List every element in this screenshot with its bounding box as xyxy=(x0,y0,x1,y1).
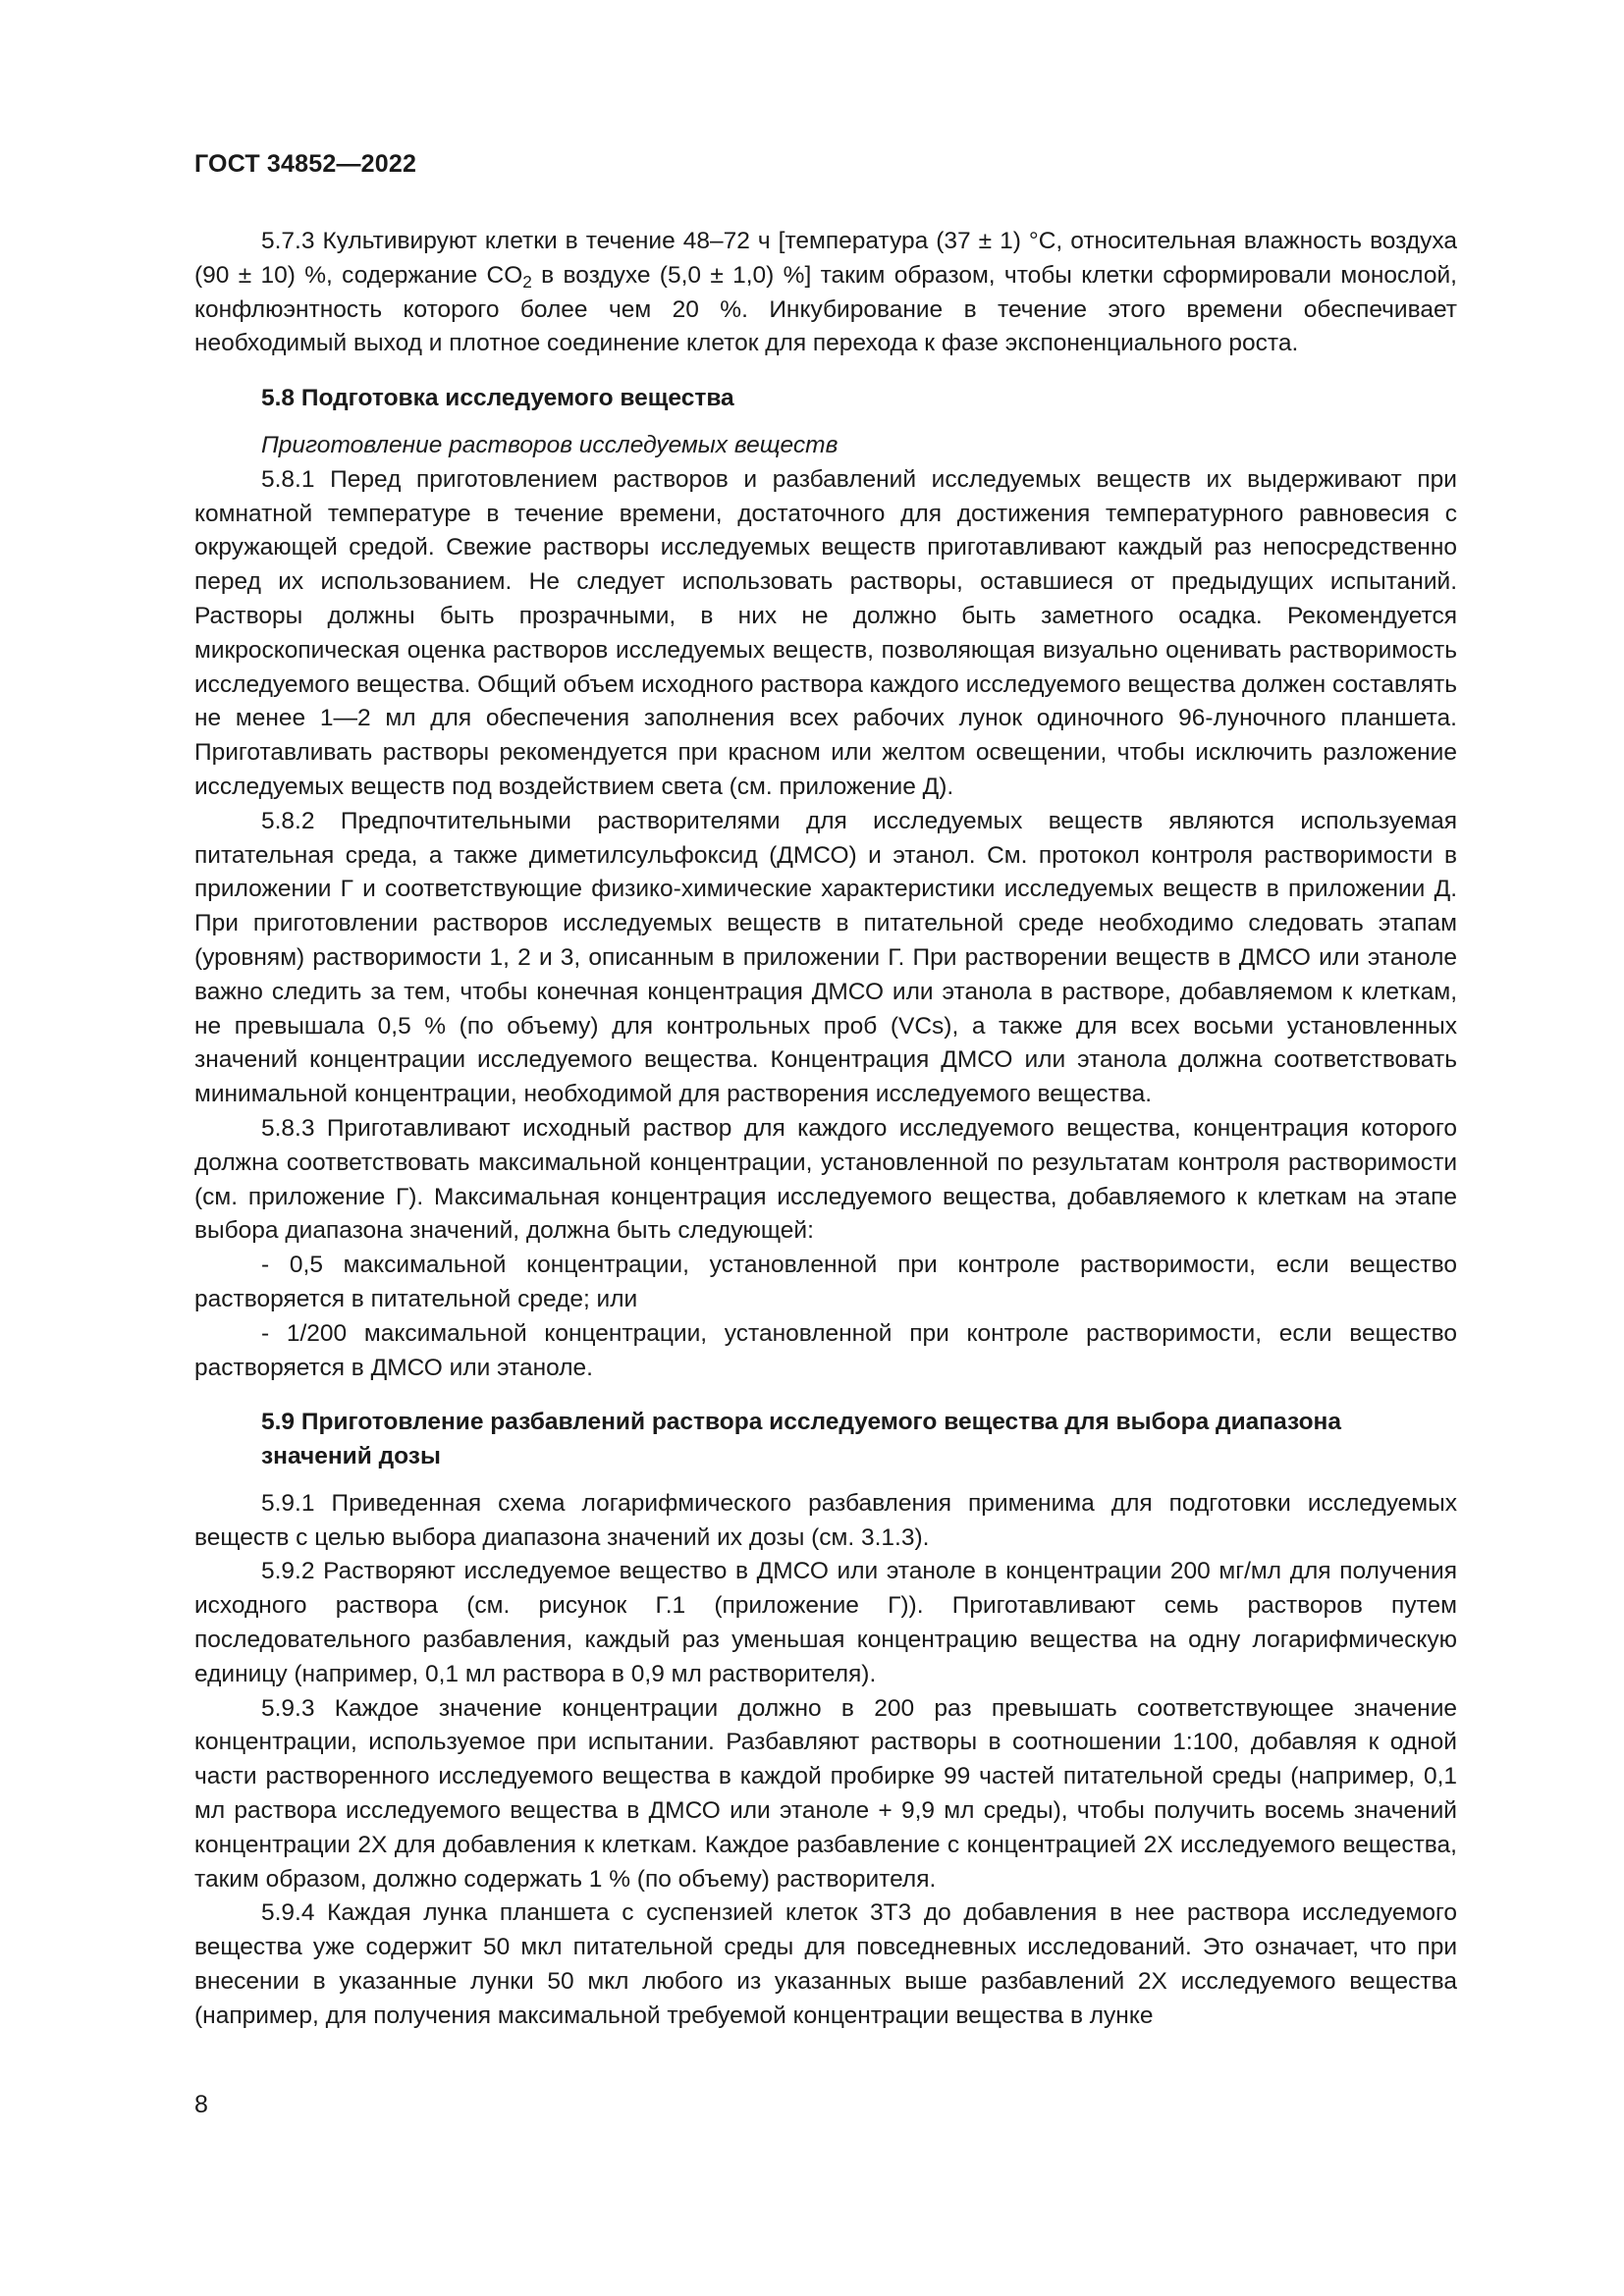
paragraph-5-9-2: 5.9.2 Растворяют исследуемое вещество в ДМСО или этаноле в концентрации 200 мг/мл для получения исходного раствора (см. рисунок Г.1 (приложение Г)). Приготавливают семь растворов путем последовательного разбавления, каждый раз уменьшая концентрацию вещества на одну логарифмическую единицу (например, 0,1 мл раствора в 0,9 мл растворителя). xyxy=(194,1558,1457,1687)
document-header: ГОСТ 34852—2022 xyxy=(194,150,417,178)
document-body xyxy=(194,225,1457,2034)
subheading-solutions: Приготовление растворов исследуемых веществ xyxy=(261,431,839,458)
paragraph-5-8-1: 5.8.1 Перед приготовлением растворов и разбавлений исследуемых веществ их выдерживают при комнатной температуре в течение времени, достаточного для достижения температурного равновесия с окружающей средой. Свежие растворы исследуемых веществ приготавливают каждый раз непосредственно перед их использованием. Не следует использовать растворы, оставшиеся от предыдущих испытаний. Растворы должны быть прозрачными, в них не должно быть заметного осадка. Рекомендуется микроскопическая оценка растворов исследуемых веществ, позволяющая визуально оценивать растворимость исследуемого вещества. Общий объем исходного раствора каждого исследуемого вещества должен составлять не менее 1—2 мл для обеспечения заполнения всех рабочих лунок одиночного 96-луночного планшета. Приготавливать растворы рекомендуется при красном или желтом освещении, чтобы исключить разложение исследуемых веществ под воздействием света (см. приложение Д). xyxy=(194,465,1457,800)
paragraph-5-7-3-part2: в воздухе (5,0 ± 1,0) %] таким образом, чтобы клетки сформировали монослой, конфлюэнтность которого более чем 20 %. Инкубирование в течение этого времени обеспечивает необходимый выход и плотное соединение клеток для перехода к фазе экспоненциального роста. xyxy=(194,261,1457,357)
paragraph-5-7-3 xyxy=(194,225,1457,361)
list-item-1: - 0,5 максимальной концентрации, установленной при контроле растворимости, если вещество растворяется в питательной среде; или xyxy=(194,1252,1457,1312)
subscript-2: 2 xyxy=(522,271,532,292)
paragraph-5-8-2: 5.8.2 Предпочтительными растворителями для исследуемых веществ являются используемая питательная среда, а также диметилсульфоксид (ДМСО) и этанол. См. протокол контроля растворимости в приложении Г и соответствующие физико-химические характеристики исследуемых веществ в приложении Д. При приготовлении растворов исследуемых веществ в питательной среде необходимо следовать этапам (уровням) растворимости 1, 2 и 3, описанным в приложении Г. При растворении веществ в ДМСО или этаноле важно следить за тем, чтобы конечная концентрация ДМСО или этанола в растворе, добавляемом к клеткам, не превышала 0,5 % (по объему) для контрольных проб (VCs), а также для всех восьми установленных значений концентрации исследуемого вещества. Концентрация ДМСО или этанола должна соответствовать минимальной концентрации, необходимой для растворения исследуемого вещества. xyxy=(194,807,1457,1108)
paragraph-5-9-4: 5.9.4 Каждая лунка планшета с суспензией клеток 3Т3 до добавления в нее раствора исследуемого вещества уже содержит 50 мкл питательной среды для повседневных исследований. Это означает, что при внесении в указанные лунки 50 мкл любого из указанных выше разбавлений 2Х исследуемого вещества (например, для получения максимальной требуемой концентрации вещества в лунке xyxy=(194,1899,1457,2029)
section-heading-5-9: 5.9 Приготовление разбавлений раствора исследуемого вещества для выбора диапазона значений дозы xyxy=(261,1409,1341,1470)
section-heading-5-8: 5.8 Подготовка исследуемого вещества xyxy=(261,385,734,412)
list-item-2: - 1/200 максимальной концентрации, установленной при контроле растворимости, если вещество растворяется в ДМСО или этаноле. xyxy=(194,1319,1457,1381)
paragraph-5-9-3: 5.9.3 Каждое значение концентрации должно в 200 раз превышать соответствующее значение концентрации, используемое при испытании. Разбавляют растворы в соотношении 1:100, добавляя к одной части растворенного исследуемого вещества в каждой пробирке 99 частей питательной среды (например, 0,1 мл раствора исследуемого вещества в ДМСО или этаноле + 9,9 мл среды), чтобы получить восемь значений концентрации 2Х для добавления к клеткам. Каждое разбавление с концентрацией 2Х исследуемого вещества, таким образом, должно содержать 1 % (по объему) растворителя. xyxy=(194,1694,1457,1893)
paragraph-5-9-1: 5.9.1 Приведенная схема логарифмического разбавления применима для подготовки исследуемых веществ с целью выбора диапазона значений их дозы (см. 3.1.3). xyxy=(194,1489,1457,1551)
paragraph-5-7-3-part1: 5.7.3 Культивируют клетки в течение 48–72 ч [температура (37 ± 1) °С, относительная влажность воздуха (90 ± 10) %, содержание CO xyxy=(194,228,1457,289)
page-number: 8 xyxy=(194,2091,208,2118)
paragraph-5-8-3: 5.8.3 Приготавливают исходный раствор для каждого исследуемого вещества, концентрация которого должна соответствовать максимальной концентрации, установленной по результатам контроля растворимости (см. приложение Г). Максимальная концентрация исследуемого вещества, добавляемого к клеткам на этапе выбора диапазона значений, должна быть следующей: xyxy=(194,1114,1457,1245)
